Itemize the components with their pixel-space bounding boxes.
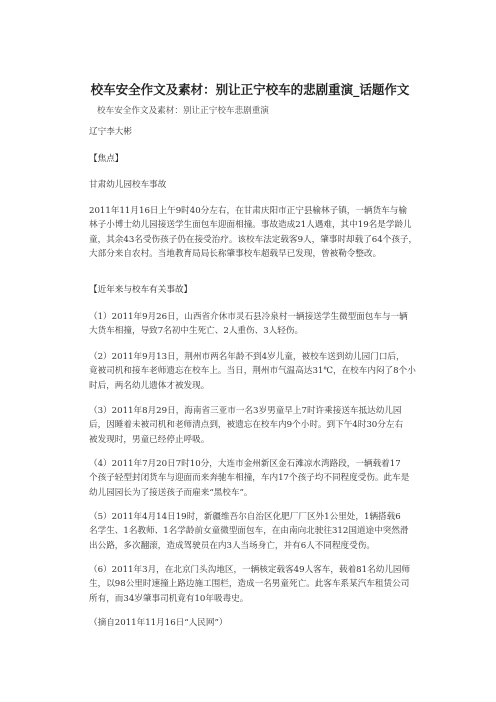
incident-line: 竟被司机和接车老师遗忘在校车上。当日，荆州市气温高达31℃，在校车内闷了8个小 bbox=[89, 366, 416, 377]
incident-line: 名学生、1名教师、1名学龄前女童微型面包车，在由南向北驶往312国道途中突然滑 bbox=[89, 526, 409, 537]
incident-line: （1）2011年9月26日，山西省介休市灵石县冷泉村一辆接送学生微型面包车与一辆 bbox=[89, 312, 408, 322]
focus-line: 2011年11月16日上午9时40分左右，在甘肃庆阳市正宁县榆林子镇，一辆货车与榆 bbox=[89, 206, 407, 216]
document-subtitle: 校车安全作文及素材：别让正宁校车悲剧重演 bbox=[97, 106, 269, 116]
incident-2 bbox=[89, 350, 419, 393]
focus-heading: 【焦点】 bbox=[89, 154, 124, 164]
incident-5 bbox=[89, 510, 419, 553]
author-line: 辽宁李大彬 bbox=[89, 127, 132, 137]
focus-line: 林子小博士幼儿园接送学生面包车迎面相撞。事故造成21人遇难，其中19名是学龄儿 bbox=[89, 220, 412, 231]
incident-4 bbox=[89, 457, 419, 500]
incident-line: 大货车相撞，导致7名初中生死亡、2人重伤、3人轻伤。 bbox=[89, 326, 304, 337]
incident-line: （6）2011年3月，在北京门头沟地区，一辆核定载客49人客车，载着81名幼儿园师 bbox=[89, 565, 411, 575]
incident-line: 幼儿园园长为了接送孩子而雇来“黑校车”。 bbox=[89, 487, 253, 498]
incident-1 bbox=[89, 310, 419, 339]
focus-line: 大部分来自农村。当地教育局局长称肇事校车超载早已发现，曾被勒令整改。 bbox=[89, 249, 382, 260]
incident-6 bbox=[89, 563, 419, 606]
incident-line: （4）2011年7月20日7时10分，大连市金州新区金石滩凉水湾路段，一辆载着17 bbox=[89, 459, 401, 469]
incident-line: 后，因睡着未被司机和老师清点到，被遗忘在校车内9个小时。到下午4时30分左右 bbox=[89, 420, 404, 431]
incident-line: （3）2011年8月29日，海南省三亚市一名3岁男童早上7时许乘接送车抵达幼儿园 bbox=[89, 406, 402, 416]
incident-line: （2）2011年9月13日，荆州市两名年龄不到4岁儿童，被校车送到幼儿园门口后， bbox=[89, 352, 405, 362]
incident-line: 所有，而34岁肇事司机竟有10年吸毒史。 bbox=[89, 593, 249, 604]
focus-paragraph bbox=[89, 204, 419, 262]
focus-topic: 甘肃幼儿园校车事故 bbox=[89, 180, 167, 190]
incident-line: 生，以98公里时速撞上路边施工围栏，造成一名男童死亡。此客车系某汽车租赁公司 bbox=[89, 579, 410, 590]
incident-line: 出公路，多次翻滚，造成驾驶员在内3人当场身亡，并有6人不同程度受伤。 bbox=[89, 540, 375, 551]
incident-line: 时后，两名幼儿遗体才被发现。 bbox=[89, 380, 210, 391]
recent-heading: 【近年来与校车有关事故】 bbox=[89, 285, 193, 295]
focus-line: 童，其余43名受伤孩子仍在接受治疗。该校车法定载客9人，肇事时却载了64个孩子， bbox=[89, 234, 418, 245]
incident-line: （5）2011年4月14日19时，新疆维吾尔自治区化肥厂厂区外1公里处，1辆搭载6 bbox=[89, 512, 401, 522]
incident-line: 个孩子轻型封闭货车与迎面而来奔驰车相撞，车内17个孩子均不同程度受伤。此车是 bbox=[89, 473, 410, 484]
incident-line: 被发现时，男童已经停止呼吸。 bbox=[89, 434, 210, 445]
incident-3 bbox=[89, 404, 419, 447]
document-title: 校车安全作文及素材：别让正宁校车的悲剧重演_话题作文 bbox=[90, 82, 410, 97]
source-citation: （摘自2011年11月16日“人民网”） bbox=[89, 618, 228, 628]
